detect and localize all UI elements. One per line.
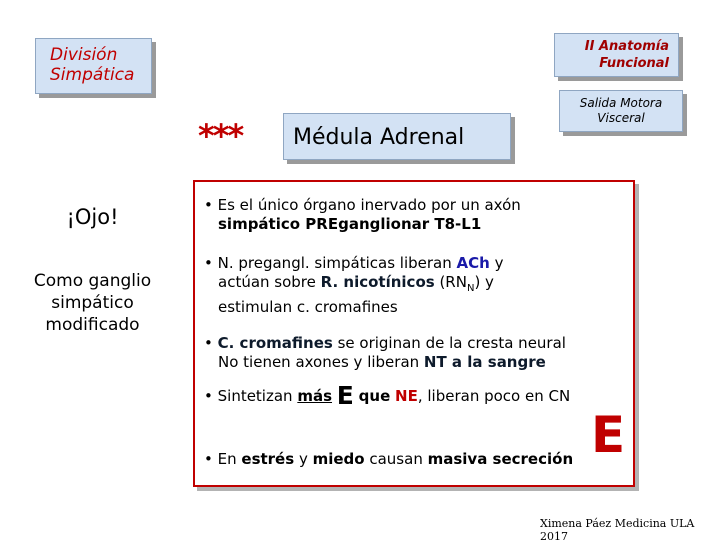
division-line1: División (50, 45, 118, 65)
anatomia-funcional-box (554, 33, 679, 77)
bullet-4-t1: Sintetizan (217, 387, 298, 405)
que-bold: que (358, 387, 391, 405)
cromafines-bold: C. cromafines (217, 334, 333, 352)
bullet-4-t2: , liberan poco en CN (417, 387, 571, 405)
bullet-5-t2: y (294, 450, 313, 468)
ne-highlight: NE (395, 387, 418, 405)
ganglio-line2: simpático (51, 293, 134, 313)
bullet-2-t6: estimulan c. cromafines (218, 298, 398, 316)
medula-adrenal-title: Médula Adrenal (283, 113, 511, 160)
bullet-1-bold: simpático PREganglionar T8-L1 (218, 215, 482, 233)
estres-bold: estrés (241, 450, 295, 468)
anatomia-line2: Funcional (599, 56, 669, 71)
stars-marker: *** (198, 117, 243, 155)
salida-line2: Visceral (597, 111, 645, 125)
bullet-5: • En estrés y miedo causan masiva secreción (204, 450, 574, 468)
footer-credit: Ximena Páez Medicina ULA 2017 (540, 517, 695, 543)
ganglio-note (0, 270, 185, 336)
division-line2: Simpática (50, 65, 135, 85)
receptores-nicotinicos: R. nicotínicos (320, 273, 435, 291)
bullet-2-t5: ) y (474, 273, 494, 291)
bullet-5-t3: causan (364, 450, 428, 468)
bullet-3-t2: No tienen axones y liberan (218, 353, 424, 371)
rn-subscript: N (466, 283, 475, 294)
masiva-secrecion: masiva secreción (427, 450, 574, 468)
ach-highlight: ACh (456, 254, 490, 272)
bullet-2-t3: actúan sobre (218, 273, 321, 291)
nt-sangre: NT a la sangre (423, 353, 546, 371)
ojo-label: ¡Ojo! (66, 205, 119, 229)
main-content-box (193, 180, 635, 487)
salida-line1: Salida Motora (579, 96, 663, 110)
bullet-5-t1: En (217, 450, 242, 468)
big-e-letter: E (591, 406, 626, 464)
miedo-bold: miedo (312, 450, 365, 468)
bullet-2-t2: y (489, 254, 504, 272)
anatomia-line1: II Anatomía (584, 39, 669, 54)
bullet-4: • Sintetizan más E que NE, liberan poco en CN (204, 381, 571, 410)
salida-motora-box (559, 90, 683, 132)
bullet-2-t4: (RN (434, 273, 467, 291)
bullet-1-text: Es el único órgano inervado por un axón (217, 196, 521, 214)
division-simpatica-box (35, 38, 152, 94)
ganglio-line3: modificado (45, 315, 140, 335)
bullet-1: • Es el único órgano inervado por un axón simpático PREganglionar T8-L1 (204, 196, 521, 233)
bullet-2: • N. pregangl. simpáticas liberan ACh y actúan sobre R. nicotínicos $(RN_N)$ y estimulan c. cromafines (204, 254, 504, 316)
bullet-3: • C. cromafines se originan de la cresta neural No tienen axones y liberan NT a la sangre (204, 334, 566, 371)
epinefrina-e: E (336, 381, 354, 410)
bullet-3-t1: se originan de la cresta neural (332, 334, 566, 352)
ganglio-line1: Como ganglio (33, 271, 152, 291)
mas-bold: más (297, 387, 333, 405)
bullet-2-t1: N. pregangl. simpáticas liberan (217, 254, 457, 272)
